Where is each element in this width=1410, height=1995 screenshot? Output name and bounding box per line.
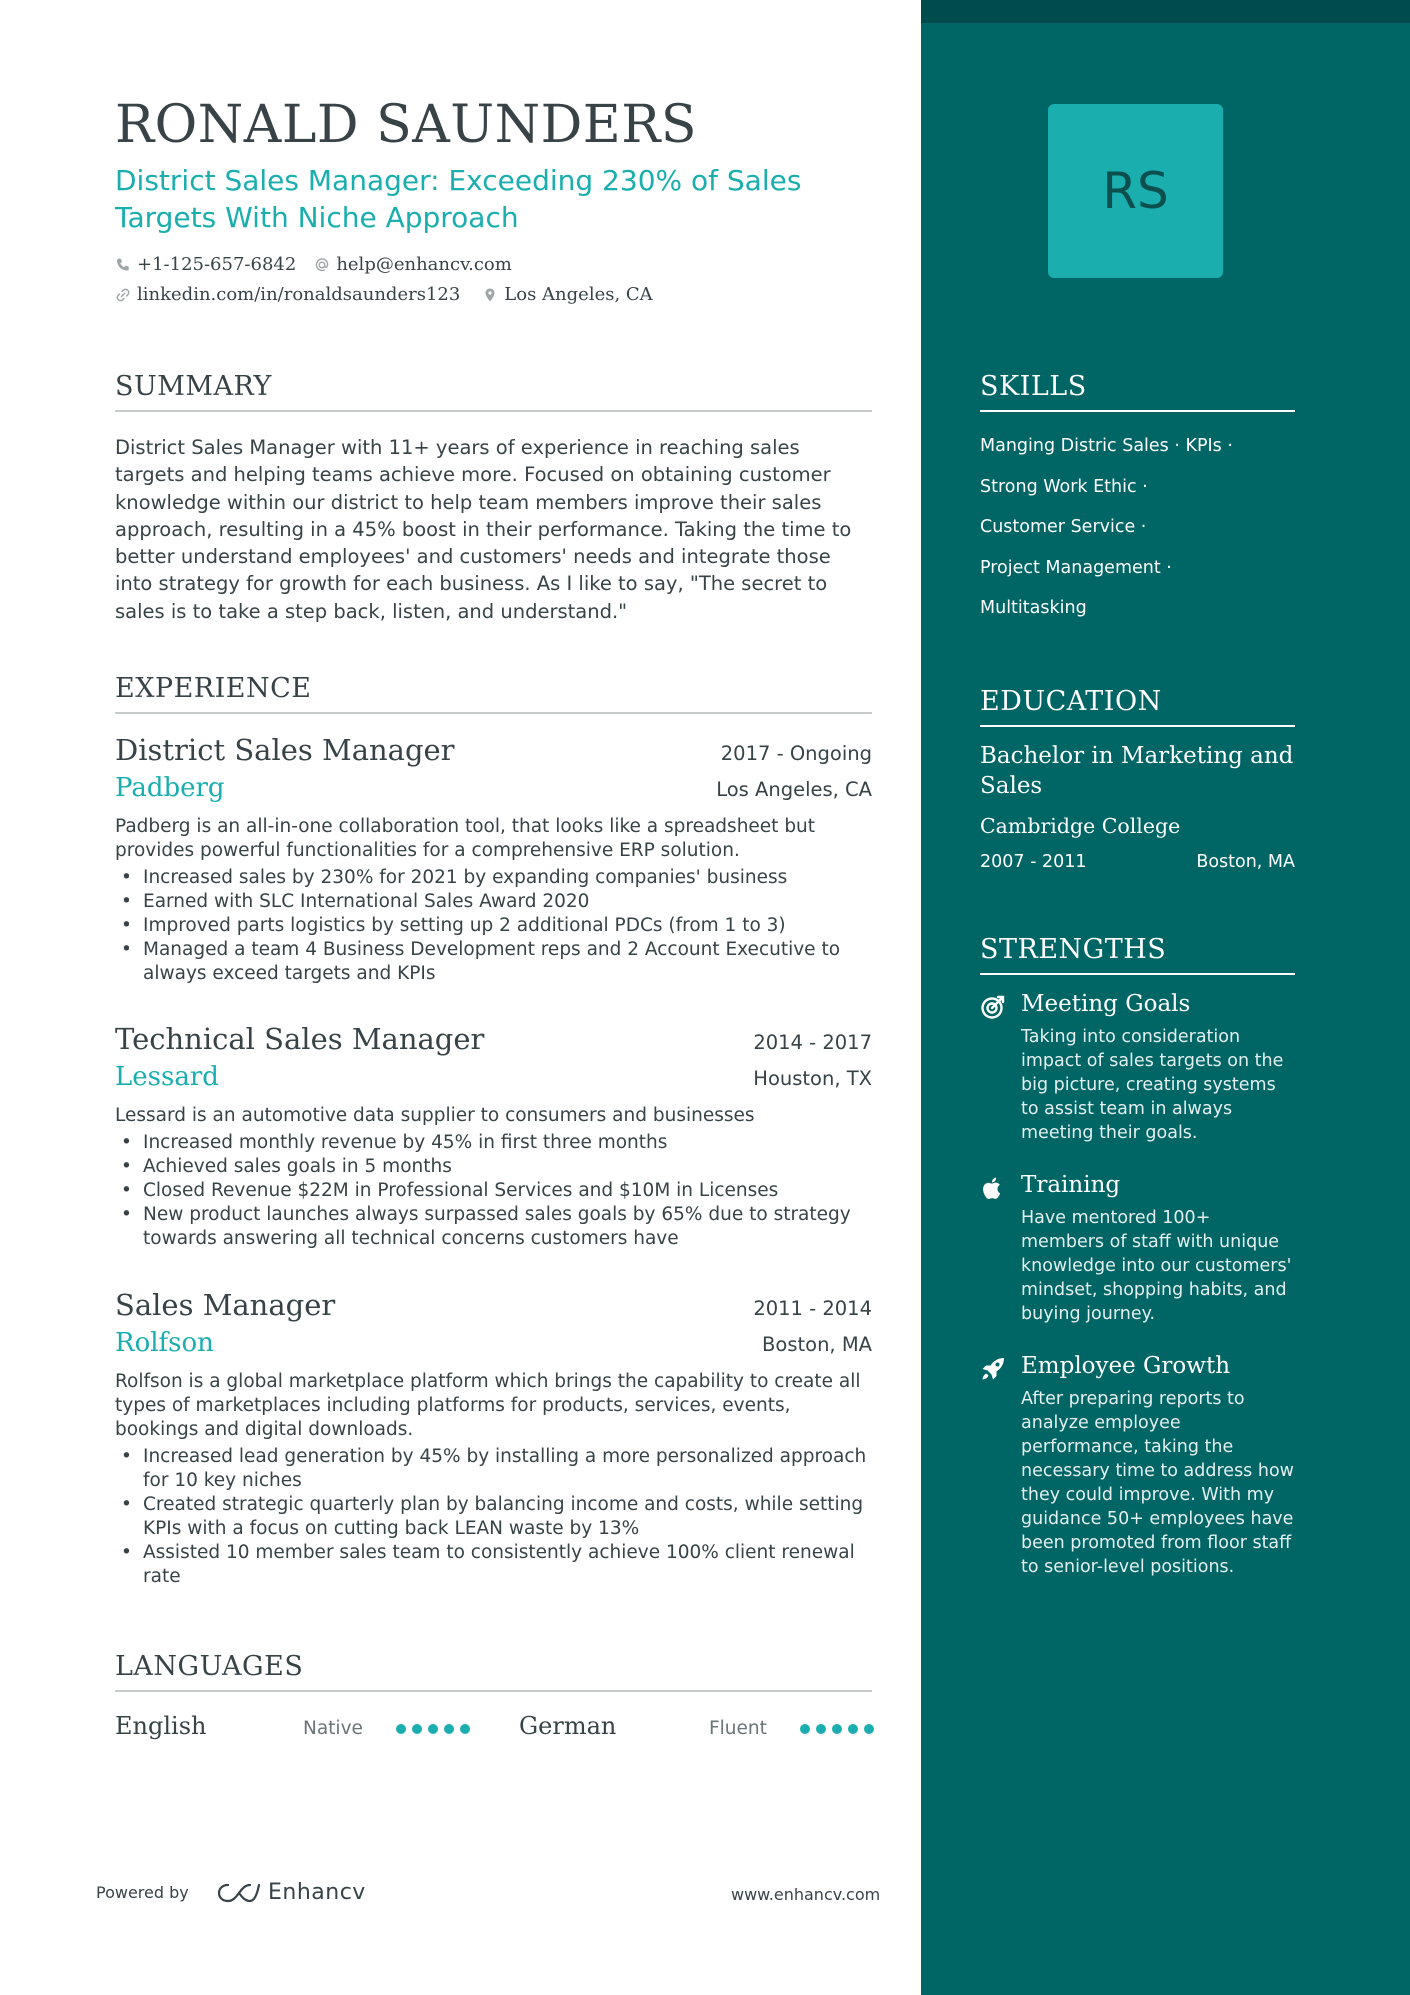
contact-location [482, 284, 652, 305]
footer-url[interactable]: www.enhancv.com [731, 1885, 881, 1904]
strength-item [980, 1170, 1295, 1326]
job-bullets [115, 1445, 872, 1589]
job-company: Padberg [115, 773, 225, 803]
candidate-name: RONALD SAUNDERS [115, 95, 698, 155]
contact-linkedin[interactable] [115, 284, 460, 305]
strength-title: Employee Growth [1021, 1353, 1231, 1379]
skills-section [980, 371, 1295, 629]
strength-item [980, 989, 1295, 1145]
summary-text: District Sales Manager with 11+ years of experience in reaching sales targets and helping teams achieve more. Focused on obtaining customer knowledge within our district to help team members improve their sales approach, resulting in a 45% boost in their performance. Taking the time to better understand employees' and customers' needs and integrate those into strategy for growth for each business. As I like to say, "The secret to sales is to take a step back, listen, and understand." [115, 436, 852, 623]
footer-powered-by: Powered by [96, 1883, 189, 1902]
job-description: Lessard is an automotive data supplier to consumers and businesses [115, 1105, 755, 1126]
job-company: Lessard [115, 1062, 219, 1092]
proficiency-dot [444, 1724, 454, 1734]
proficiency-dot [816, 1724, 826, 1734]
candidate-tagline: District Sales Manager: Exceeding 230% of Sales Targets With Niche Approach [115, 164, 802, 234]
link-icon [115, 287, 131, 303]
job-bullet: • Created strategic quarterly plan by balancing income and costs, while setting KPIs with a focus on cutting back LEAN waste by 13% [115, 1493, 872, 1541]
proficiency-dot [460, 1724, 470, 1734]
job-bullet: • Increased lead generation by 45% by installing a more personalized approach for 10 key niches [115, 1445, 872, 1493]
skill-line: Manging Distric Sales · KPIs · [980, 436, 1233, 456]
email-text: help@enhancv.com [336, 254, 512, 275]
strength-description: Taking into consideration impact of sales targets on the big picture, creating systems to assist team in always meeting their goals. [1021, 1027, 1284, 1143]
languages-heading: LANGUAGES [115, 1651, 872, 1692]
job-header [115, 1022, 872, 1056]
job-location: Boston, MA [762, 1333, 872, 1356]
job-bullet: • New product launches always surpassed sales goals by 65% due to strategy towards answering all technical concerns customers have [115, 1203, 872, 1251]
proficiency-dot [396, 1724, 406, 1734]
job-dates: 2011 - 2014 [753, 1297, 872, 1320]
proficiency-dot [864, 1724, 874, 1734]
location-text: Los Angeles, CA [504, 284, 653, 305]
skill-line: Multitasking [980, 598, 1087, 618]
education-meta [980, 852, 1295, 872]
at-icon [314, 257, 330, 273]
job-description: Rolfson is a global marketplace platform which brings the capability to create all types of marketplaces including platforms for products, services, events, bookings and digital downloads. [115, 1371, 861, 1440]
language-level: Fluent [709, 1718, 767, 1739]
rocket-icon [980, 1356, 1006, 1382]
summary-heading: SUMMARY [115, 371, 872, 412]
resume-sidebar [921, 0, 1410, 1995]
education-dates: 2007 - 2011 [980, 852, 1087, 872]
job-bullet: • Increased sales by 230% for 2021 by expanding companies' business [115, 866, 872, 890]
education-heading: EDUCATION [980, 686, 1295, 727]
sidebar-top-band [921, 0, 1410, 23]
skill-line: Customer Service · [980, 517, 1147, 537]
job-title: District Sales Manager [115, 733, 455, 767]
job-description: Padberg is an all-in-one collaboration tool, that looks like a spreadsheet but provides powerful functionalities for a comprehensive ERP solution. [115, 816, 816, 861]
job-bullets [115, 866, 872, 986]
job-entry [115, 733, 872, 986]
job-bullet: • Achieved sales goals in 5 months [115, 1155, 872, 1179]
job-location: Los Angeles, CA [716, 778, 872, 801]
skill-line: Project Management · [980, 557, 1172, 578]
phone-icon [115, 257, 131, 273]
proficiency-dot [412, 1724, 422, 1734]
job-bullet: • Managed a team 4 Business Development reps and 2 Account Executive to always exceed targets and KPIs [115, 938, 872, 986]
education-section [980, 686, 1295, 872]
job-title: Technical Sales Manager [115, 1022, 485, 1056]
strength-description: Have mentored 100+ members of staff with unique knowledge into our customers' mindset, shopping habits, and buying journey. [1021, 1208, 1292, 1324]
target-icon [980, 994, 1006, 1020]
contact-row-2 [115, 284, 671, 305]
language-level: Native [303, 1718, 363, 1739]
job-header [115, 1288, 872, 1322]
language-name: English [115, 1712, 207, 1740]
education-degree: Bachelor in Marketing and Sales [980, 743, 1294, 799]
language-proficiency-dots [800, 1724, 880, 1734]
job-bullet: • Improved parts logistics by setting up 2 additional PDCs (from 1 to 3) [115, 914, 872, 938]
job-subheader [115, 1062, 872, 1092]
skills-list [980, 426, 1295, 629]
job-header [115, 733, 872, 767]
enhancv-logo-text: Enhancv [268, 1880, 366, 1905]
education-location: Boston, MA [1196, 852, 1295, 872]
skill-line: Strong Work Ethic · [980, 476, 1148, 497]
proficiency-dot [800, 1724, 810, 1734]
strength-title: Meeting Goals [1021, 991, 1191, 1017]
job-subheader [115, 1328, 872, 1358]
experience-heading: EXPERIENCE [115, 673, 872, 714]
strength-item [980, 1351, 1295, 1579]
job-subheader [115, 773, 872, 803]
proficiency-dot [832, 1724, 842, 1734]
job-entry [115, 1288, 872, 1589]
languages-row [115, 1712, 872, 1748]
job-entry [115, 1022, 872, 1251]
location-pin-icon [482, 287, 498, 303]
apple-icon [980, 1175, 1006, 1201]
strength-description: After preparing reports to analyze employee performance, taking the necessary time to address how they could improve. With my guidance 50+ employees have been promoted from floor staff to senior-level positions. [1021, 1389, 1294, 1577]
proficiency-dot [428, 1724, 438, 1734]
job-dates: 2017 - Ongoing [720, 742, 872, 765]
avatar: RS [1048, 104, 1223, 278]
skills-heading: SKILLS [980, 371, 1295, 412]
job-location: Houston, TX [753, 1067, 872, 1090]
strength-title: Training [1021, 1172, 1121, 1198]
job-bullet: • Increased monthly revenue by 45% in first three months [115, 1131, 872, 1155]
job-bullet: • Assisted 10 member sales team to consistently achieve 100% client renewal rate [115, 1541, 872, 1589]
phone-text: +1-125-657-6842 [137, 254, 297, 275]
job-company: Rolfson [115, 1328, 214, 1358]
language-proficiency-dots [396, 1724, 476, 1734]
enhancv-logo[interactable] [216, 1880, 366, 1905]
strengths-heading: STRENGTHS [980, 934, 1295, 975]
linkedin-text: linkedin.com/in/ronaldsaunders123 [137, 284, 461, 305]
language-name: German [519, 1712, 617, 1740]
job-bullets [115, 1131, 872, 1251]
education-school: Cambridge College [980, 814, 1181, 838]
contact-row-1 [115, 254, 530, 275]
job-dates: 2014 - 2017 [753, 1031, 872, 1054]
contact-email[interactable] [314, 254, 512, 275]
job-bullet: • Earned with SLC International Sales Award 2020 [115, 890, 872, 914]
proficiency-dot [848, 1724, 858, 1734]
job-bullet: • Closed Revenue $22M in Professional Services and $10M in Licenses [115, 1179, 872, 1203]
strengths-section [980, 934, 1295, 1579]
job-title: Sales Manager [115, 1288, 336, 1322]
enhancv-logo-icon [216, 1881, 262, 1905]
contact-phone [115, 254, 296, 275]
